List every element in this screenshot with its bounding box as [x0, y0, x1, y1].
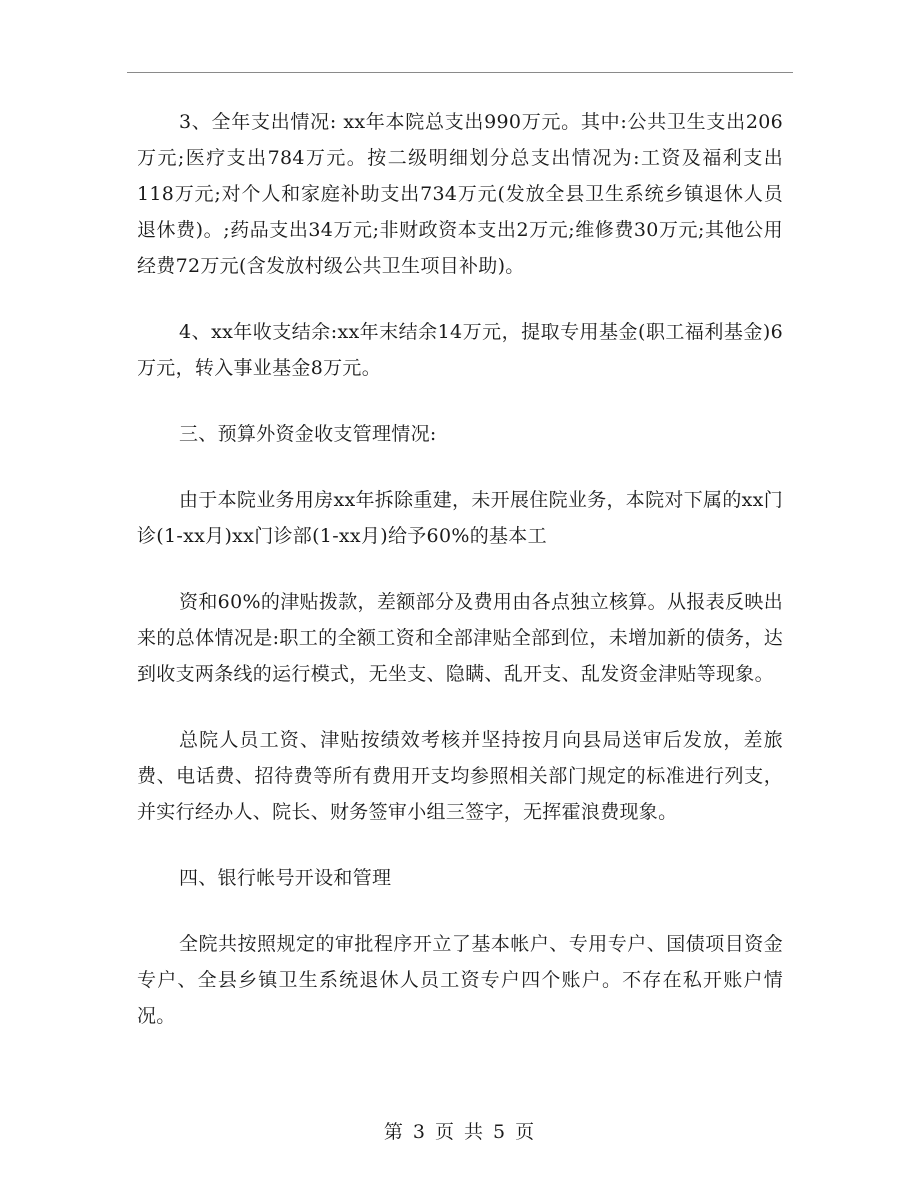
document-body [137, 104, 783, 1034]
paragraph-annual-expenditure: 3、全年支出情况: xx年本院总支出990万元。其中:公共卫生支出206万元;医疗支出784万元。按二级明细划分总支出情况为:工资及福利支出118万元;对个人和家庭补助支出734万元(发放全县卫生系统乡镇退休人员退休费)。;药品支出34万元;非财政资本支出2万元;维修费30万元;其他公用经费72万元(含发放村级公共卫生项目补助)。 [137, 111, 783, 277]
paragraph-balance: 4、xx年收支结余:xx年末结余14万元，提取专用基金(职工福利基金)6万元，转入事业基金8万元。 [137, 321, 783, 379]
paragraph-accounts: 全院共按照规定的审批程序开立了基本帐户、专用专户、国债项目资金专户、全县乡镇卫生系统退休人员工资专户四个账户。不存在私开账户情况。 [137, 933, 783, 1027]
paragraph-outpatient-subsidy: 由于本院业务用房xx年拆除重建，未开展住院业务，本院对下属的xx门诊(1-xx月)xx门诊部(1-xx月)给予60%的基本工 [137, 489, 783, 547]
section-heading-bank-accounts: 四、银行帐号开设和管理 [179, 867, 392, 889]
paragraph-staff-wages: 总院人员工资、津贴按绩效考核并坚持按月向县局送审后发放，差旅费、电话费、招待费等所有费用开支均参照相关部门规定的标准进行列支，并实行经办人、院长、财务签审小组三签字，无挥霍浪费现象。 [137, 729, 783, 823]
section-heading-extra-budget: 三、预算外资金收支管理情况: [179, 423, 437, 445]
paragraph-overall-situation: 资和60%的津贴拨款，差额部分及费用由各点独立核算。从报表反映出来的总体情况是:职工的全额工资和全部津贴全部到位，未增加新的债务，达到收支两条线的运行模式，无坐支、隐瞒、乱开支、乱发资金津贴等现象。 [137, 591, 783, 685]
page-number-footer: 第 3 页 共 5 页 [383, 1121, 537, 1143]
header-rule [127, 72, 793, 73]
